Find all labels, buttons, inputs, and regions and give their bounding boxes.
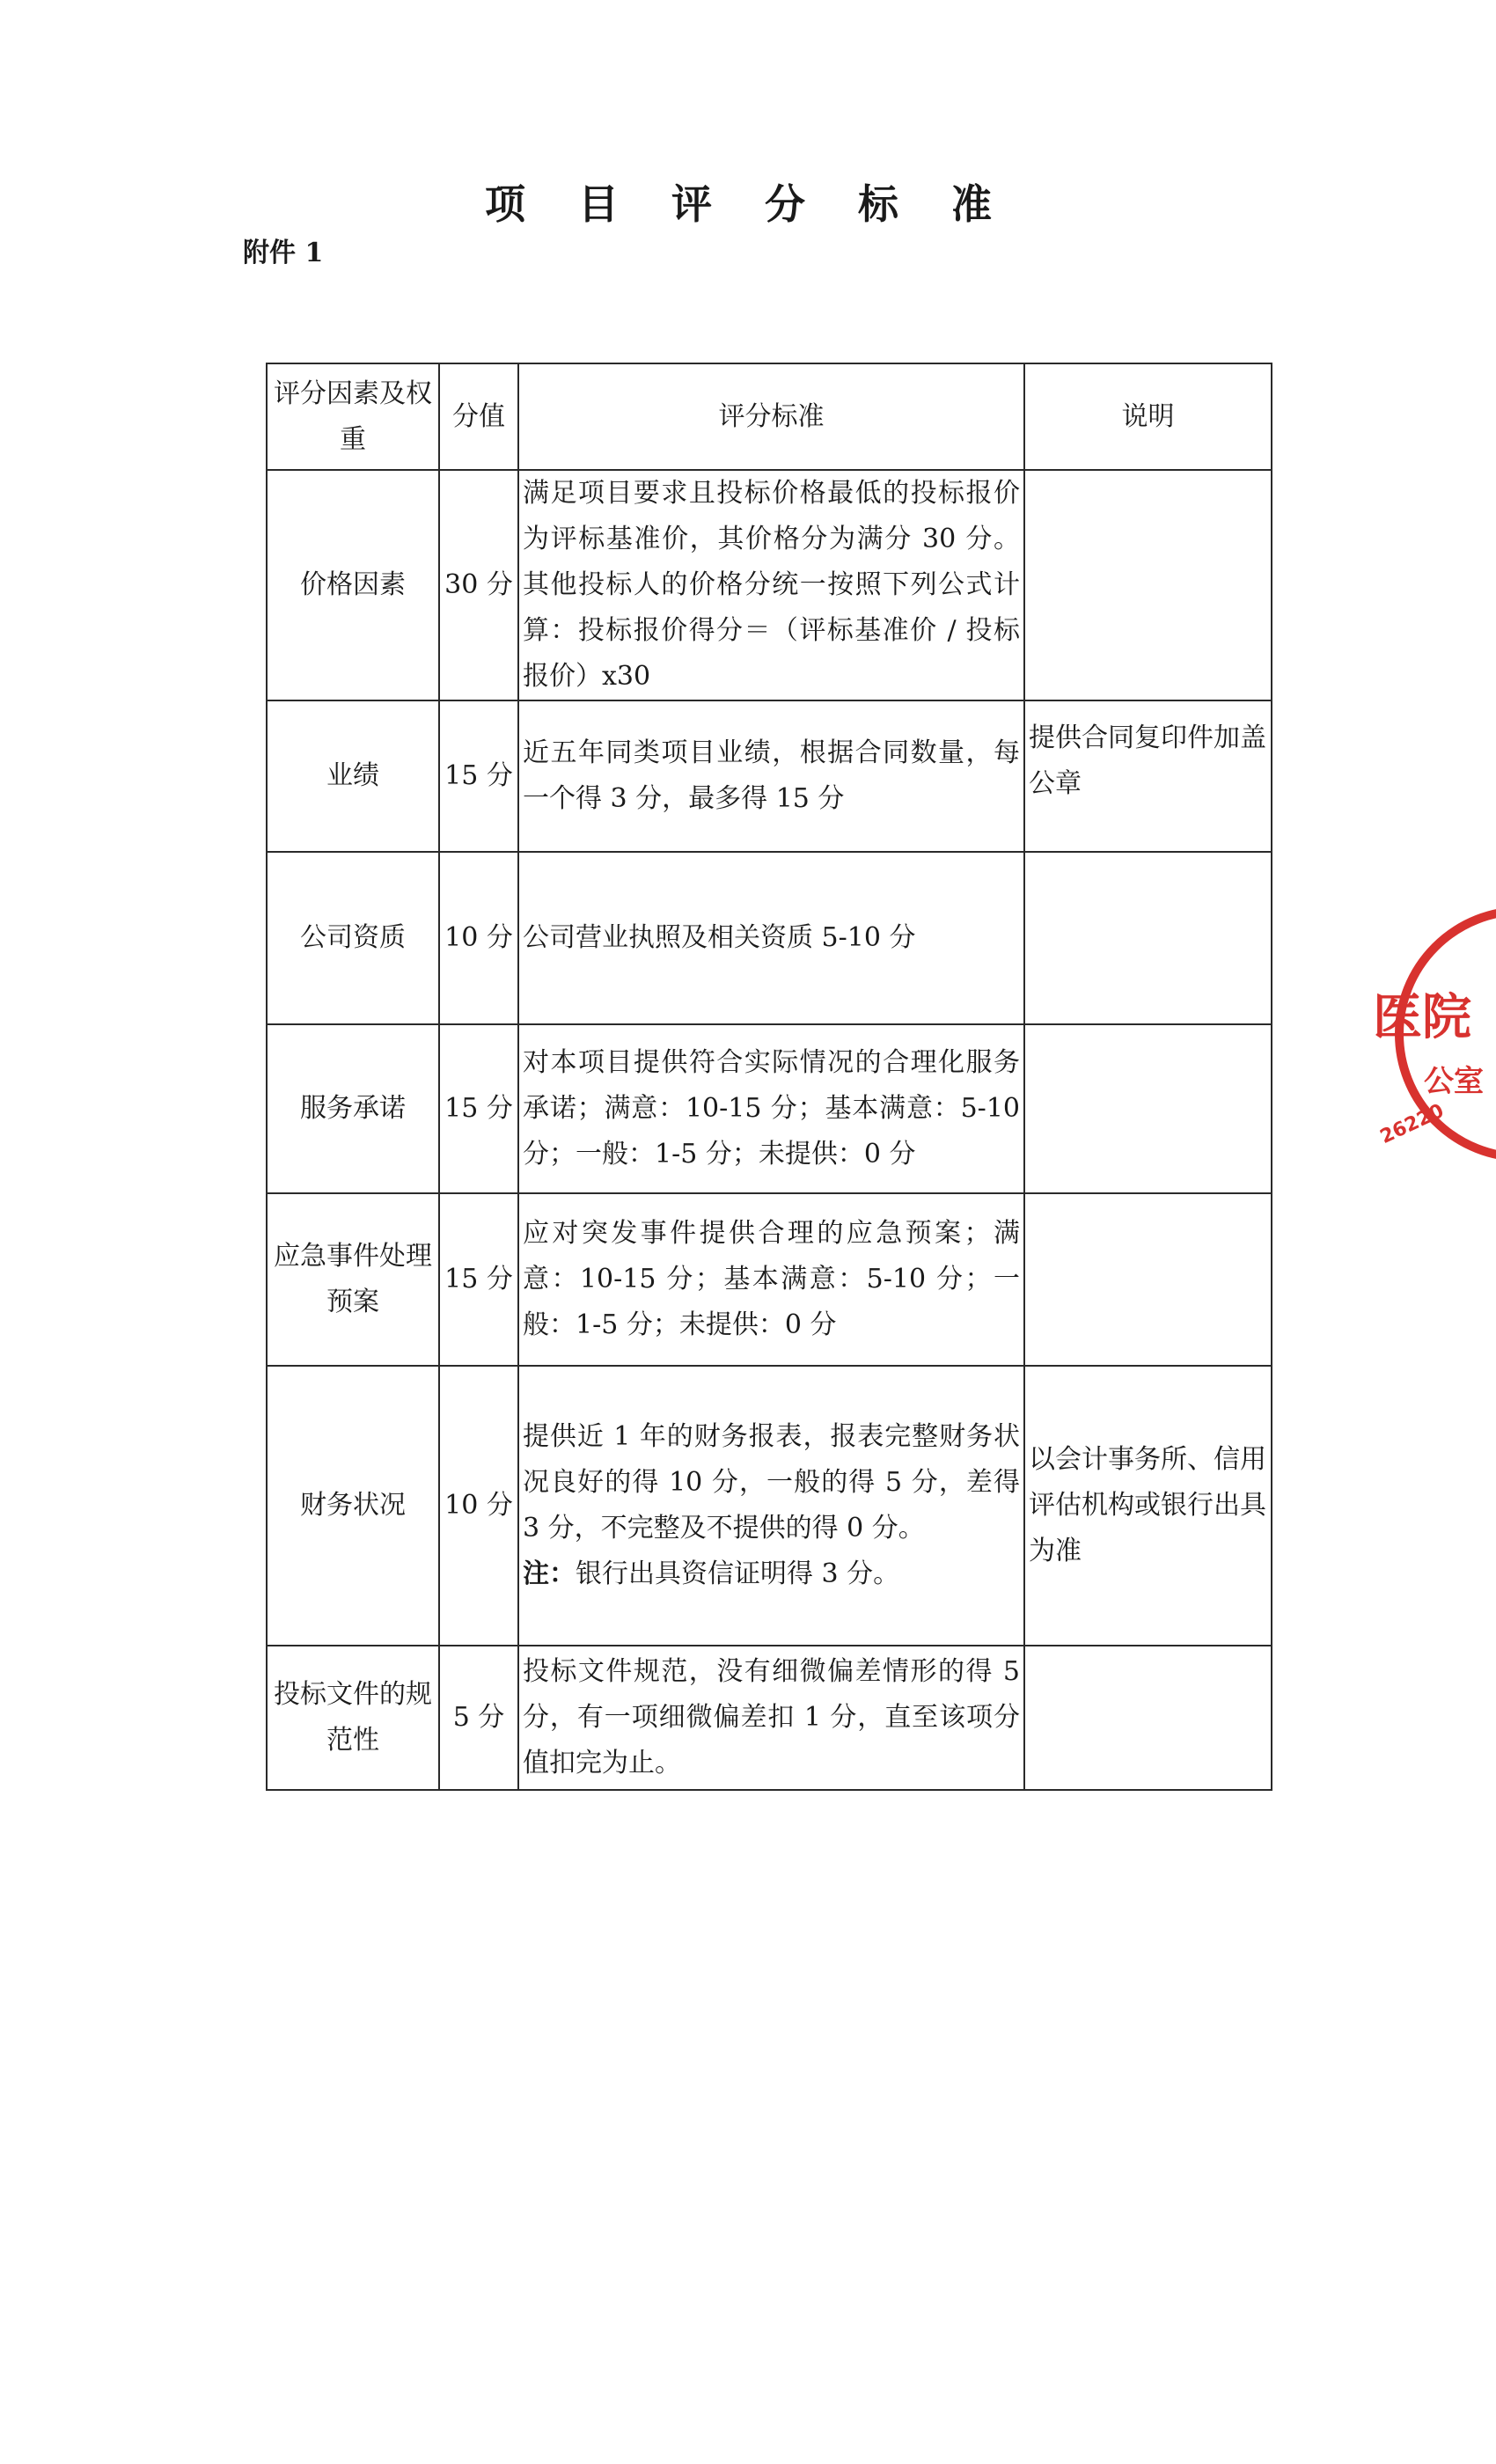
header-points: 分值 bbox=[439, 363, 518, 470]
points-cell: 10 分 bbox=[439, 1366, 518, 1646]
criteria-cell: 满足项目要求且投标价格最低的投标报价为评标基准价，其价格分为满分 30 分。其他投标人的价格分统一按照下列公式计算：投标报价得分＝（评标基准价 / 投标报价）x30 bbox=[518, 470, 1024, 700]
note-cell bbox=[1024, 1646, 1272, 1790]
table-header-row bbox=[267, 363, 1272, 470]
note-cell bbox=[1024, 1193, 1272, 1366]
seal-text: 医院 bbox=[1373, 989, 1471, 1046]
factor-cell: 服务承诺 bbox=[267, 1024, 439, 1193]
factor-cell: 公司资质 bbox=[267, 852, 439, 1024]
criteria-cell: 对本项目提供符合实际情况的合理化服务承诺；满意：10-15 分；基本满意：5-10 分；一般：1-5 分；未提供：0 分 bbox=[518, 1024, 1024, 1193]
table-row bbox=[267, 1646, 1272, 1790]
table-row bbox=[267, 470, 1272, 700]
table-row bbox=[267, 1024, 1272, 1193]
criteria-cell: 投标文件规范，没有细微偏差情形的得 5 分，有一项细微偏差扣 1 分，直至该项分值扣完为止。 bbox=[518, 1646, 1024, 1790]
header-criteria: 评分标准 bbox=[518, 363, 1024, 470]
note-cell: 提供合同复印件加盖公章 bbox=[1024, 700, 1272, 852]
criteria-note-label: 注： bbox=[523, 1558, 576, 1589]
table-row bbox=[267, 1366, 1272, 1646]
factor-cell: 财务状况 bbox=[267, 1366, 439, 1646]
points-cell: 15 分 bbox=[439, 1193, 518, 1366]
points-cell: 30 分 bbox=[439, 470, 518, 700]
page-title: 项 目 评 分 标 准 bbox=[484, 180, 1012, 228]
criteria-text: 提供近 1 年的财务报表，报表完整财务状况良好的得 10 分，一般的得 5 分，差得 3 分，不完整及不提供的得 0 分。 bbox=[523, 1421, 1020, 1544]
header-note: 说明 bbox=[1024, 363, 1272, 470]
factor-cell: 价格因素 bbox=[267, 470, 439, 700]
note-cell: 以会计事务所、信用评估机构或银行出具为准 bbox=[1024, 1366, 1272, 1646]
criteria-cell: 公司营业执照及相关资质 5-10 分 bbox=[518, 852, 1024, 1024]
criteria-cell bbox=[518, 1366, 1024, 1646]
points-cell: 10 分 bbox=[439, 852, 518, 1024]
seal-ring bbox=[1399, 911, 1496, 1157]
criteria-cell: 应对突发事件提供合理的应急预案；满意：10-15 分；基本满意：5-10 分；一般：1-5 分；未提供：0 分 bbox=[518, 1193, 1024, 1366]
criteria-cell: 近五年同类项目业绩，根据合同数量，每一个得 3 分，最多得 15 分 bbox=[518, 700, 1024, 852]
factor-cell: 应急事件处理预案 bbox=[267, 1193, 439, 1366]
note-cell bbox=[1024, 470, 1272, 700]
points-cell: 15 分 bbox=[439, 1024, 518, 1193]
note-cell bbox=[1024, 852, 1272, 1024]
table-row bbox=[267, 700, 1272, 852]
table-row bbox=[267, 1193, 1272, 1366]
header-factor: 评分因素及权重 bbox=[267, 363, 439, 470]
seal-number: 26220 bbox=[1376, 1100, 1448, 1149]
factor-cell: 业绩 bbox=[267, 700, 439, 852]
points-cell: 5 分 bbox=[439, 1646, 518, 1790]
scoring-table bbox=[266, 363, 1272, 1791]
attachment-label: 附件 1 bbox=[243, 238, 324, 268]
factor-cell: 投标文件的规范性 bbox=[267, 1646, 439, 1790]
official-seal-stamp bbox=[1320, 902, 1496, 1175]
table-row bbox=[267, 852, 1272, 1024]
note-cell bbox=[1024, 1024, 1272, 1193]
criteria-note-text: 银行出具资信证明得 3 分。 bbox=[576, 1558, 900, 1589]
seal-subtext: 公室 bbox=[1424, 1064, 1484, 1099]
points-cell: 15 分 bbox=[439, 700, 518, 852]
